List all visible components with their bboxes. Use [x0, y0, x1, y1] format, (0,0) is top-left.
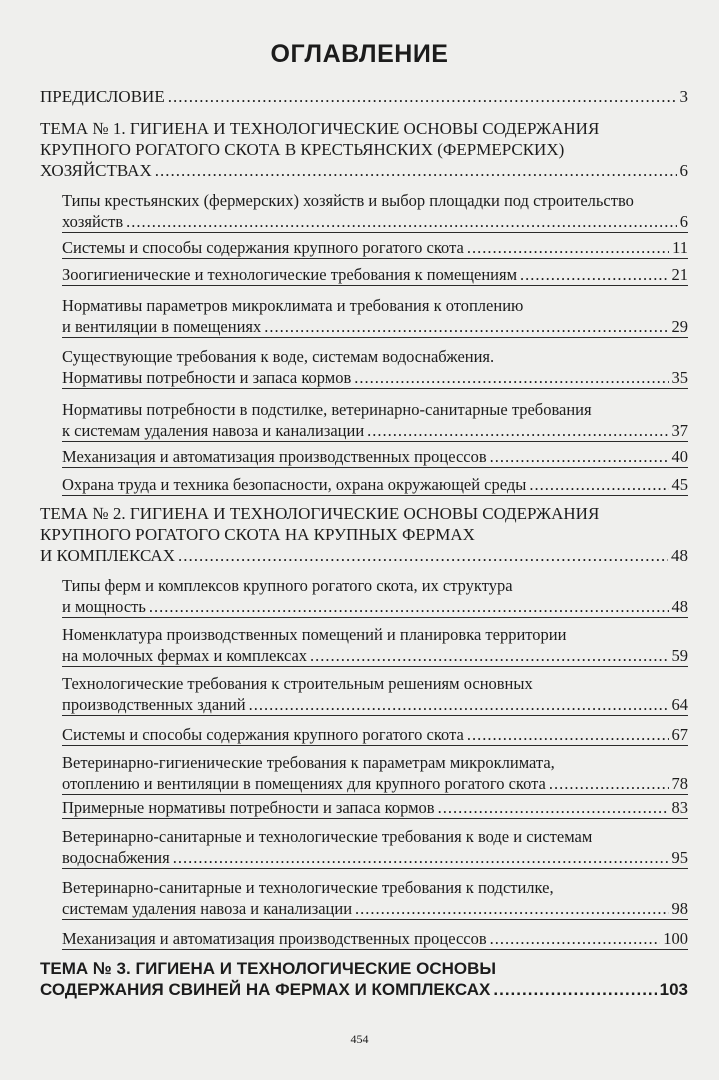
toc-entry — [62, 826, 688, 869]
toc-entry — [62, 346, 688, 389]
entry-page: 37 — [671, 421, 688, 440]
entry-line: водоснабжения — [62, 848, 170, 867]
leader-dots — [264, 316, 668, 337]
entry-page: 67 — [671, 725, 688, 744]
toc-entry — [62, 446, 688, 468]
entry-line: Ветеринарно-гигиенические требования к параметрам микроклимата, — [62, 753, 555, 772]
leader-dots — [529, 474, 668, 495]
entry-line: ТЕМА № 2. ГИГИЕНА И ТЕХНОЛОГИЧЕСКИЕ ОСНОВЫ СОДЕРЖАНИЯ — [40, 504, 600, 523]
entry-page: 35 — [671, 368, 688, 387]
leader-dots — [354, 367, 668, 388]
entry-page: 45 — [671, 475, 688, 494]
leader-dots — [149, 596, 669, 617]
entry-line: хозяйств — [62, 212, 124, 231]
entry-line: Механизация и автоматизация производственных процессов — [62, 929, 487, 948]
toc-entry-preface — [40, 86, 688, 107]
entry-line: на молочных фермах и комплексах — [62, 646, 308, 665]
entry-line: СОДЕРЖАНИЯ СВИНЕЙ НА ФЕРМАХ И КОМПЛЕКСАХ — [40, 980, 491, 999]
entry-line: и вентиляции в помещениях — [62, 317, 262, 336]
toc-entry — [62, 724, 688, 746]
entry-line: Существующие требования к воде, системам водоснабжения. — [62, 347, 495, 366]
page-number: 454 — [350, 1032, 369, 1046]
entry-page: 21 — [671, 265, 688, 284]
leader-dots — [549, 773, 669, 794]
entry-line: Примерные нормативы потребности и запаса кормов — [62, 798, 435, 817]
toc-entry-theme-3 — [40, 958, 688, 1000]
entry-page: 29 — [671, 317, 688, 336]
entry-page: 100 — [663, 929, 688, 948]
entry-page: 48 — [671, 546, 688, 565]
entry-line: Зоогигиенические и технологические требования к помещениям — [62, 265, 518, 284]
entry-page: 40 — [671, 447, 688, 466]
entry-page: 78 — [671, 774, 688, 793]
entry-page: 6 — [679, 161, 688, 180]
entry-line: Нормативы потребности в подстилке, ветеринарно-санитарные требования — [62, 400, 592, 419]
toc-entry — [62, 928, 688, 950]
toc-entry — [62, 474, 688, 496]
page-title: ОГЛАВЛЕНИЕ — [270, 40, 449, 68]
entry-line: Типы крестьянских (фермерских) хозяйств и выбор площадки под строительство — [62, 191, 634, 210]
entry-line: КРУПНОГО РОГАТОГО СКОТА НА КРУПНЫХ ФЕРМАХ — [40, 525, 475, 544]
entry-line: КРУПНОГО РОГАТОГО СКОТА В КРЕСТЬЯНСКИХ (ФЕРМЕРСКИХ) — [40, 140, 565, 159]
entry-line: Ветеринарно-санитарные и технологические требования к подстилке, — [62, 878, 554, 897]
leader-dots — [520, 264, 668, 285]
leader-dots — [467, 237, 669, 258]
leader-dots — [438, 797, 669, 818]
entry-line: Системы и способы содержания крупного рогатого скота — [62, 725, 464, 744]
entry-line: Нормативы потребности и запаса кормов — [62, 368, 352, 387]
leader-dots — [168, 86, 677, 107]
toc-entry — [62, 624, 688, 667]
entry-line: И КОМПЛЕКСАХ — [40, 546, 175, 565]
toc-entry — [62, 264, 688, 286]
entry-line: ХОЗЯЙСТВАХ — [40, 161, 152, 180]
toc-entry-theme-2 — [40, 503, 688, 566]
toc-entry — [62, 752, 688, 795]
leader-dots — [155, 160, 677, 181]
entry-page: 59 — [671, 646, 688, 665]
leader-dots — [310, 645, 668, 666]
leader-dots — [355, 898, 668, 919]
entry-line: и мощность — [62, 597, 146, 616]
leader-dots — [367, 420, 668, 441]
entry-line: Системы и способы содержания крупного рогатого скота — [62, 238, 464, 257]
toc-entry — [62, 399, 688, 442]
entry-page: 95 — [671, 848, 688, 867]
entry-page: 48 — [671, 597, 688, 616]
leader-dots — [173, 847, 669, 868]
entry-line: системам удаления навоза и канализации — [62, 899, 353, 918]
entry-line: к системам удаления навоза и канализации — [62, 421, 365, 440]
toc-entry — [62, 295, 688, 338]
entry-page: 83 — [671, 798, 688, 817]
leader-dots — [178, 545, 668, 566]
entry-page: 103 — [659, 980, 688, 999]
entry-page: 64 — [671, 695, 688, 714]
leader-dots — [467, 724, 669, 745]
entry-line: отоплению и вентиляции в помещениях для крупного рогатого скота — [62, 774, 546, 793]
toc-entry — [62, 237, 688, 259]
entry-page: 6 — [679, 212, 688, 231]
leader-dots — [490, 928, 661, 949]
leader-dots — [490, 446, 669, 467]
entry-line: Нормативы параметров микроклимата и требования к отоплению — [62, 296, 524, 315]
toc-entry — [62, 575, 688, 618]
entry-line: ПРЕДИСЛОВИЕ — [40, 87, 165, 106]
toc-entry-theme-1 — [40, 118, 688, 181]
entry-line: Типы ферм и комплексов крупного рогатого скота, их структура — [62, 576, 513, 595]
entry-line: ТЕМА № 1. ГИГИЕНА И ТЕХНОЛОГИЧЕСКИЕ ОСНОВЫ СОДЕРЖАНИЯ — [40, 119, 600, 138]
entry-line: Охрана труда и техника безопасности, охрана окружающей среды — [62, 475, 527, 494]
entry-line: Номенклатура производственных помещений и планировка территории — [62, 625, 567, 644]
entry-line: Технологические требования к строительным решениям основных — [62, 674, 533, 693]
toc-entry — [62, 190, 688, 233]
leader-dots — [126, 211, 677, 232]
leader-dots — [249, 694, 669, 715]
entry-page: 98 — [671, 899, 688, 918]
entry-page: 3 — [679, 87, 688, 106]
entry-line: ТЕМА № 3. ГИГИЕНА И ТЕХНОЛОГИЧЕСКИЕ ОСНОВЫ — [40, 959, 497, 978]
entry-page: 11 — [672, 238, 688, 257]
leader-dots — [493, 979, 656, 1000]
entry-line: производственных зданий — [62, 695, 246, 714]
entry-line: Ветеринарно-санитарные и технологические требования к воде и системам — [62, 827, 593, 846]
toc-entry — [62, 877, 688, 920]
toc-entry — [62, 797, 688, 819]
entry-line: Механизация и автоматизация производственных процессов — [62, 447, 487, 466]
toc-entry — [62, 673, 688, 716]
